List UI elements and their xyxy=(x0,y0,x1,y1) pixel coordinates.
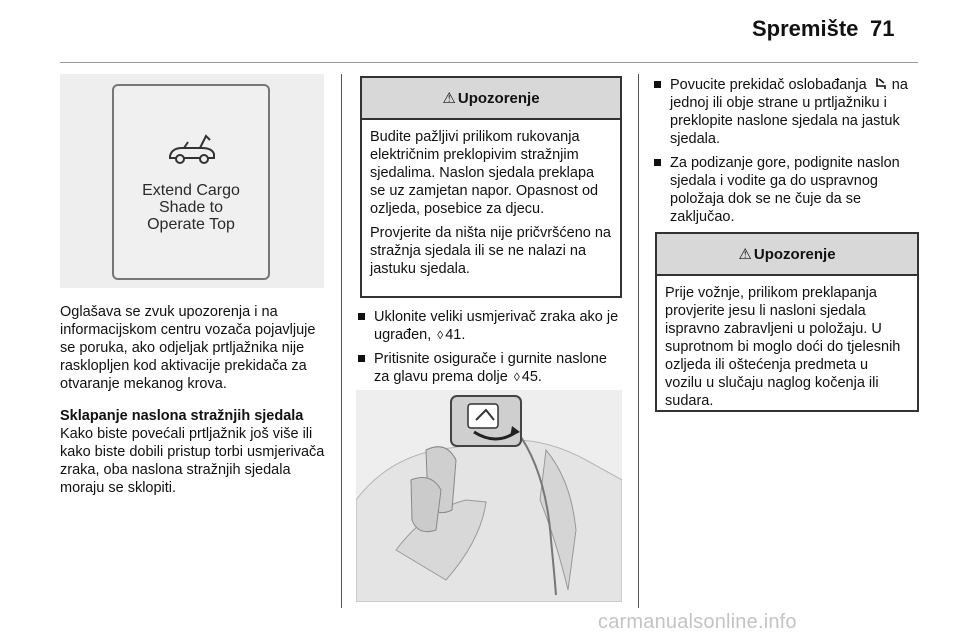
list-item: Za podizanje gore, podignite naslon sjedala i vodite ga do uspravnog položaja dok se ne čuje da se zaključao. xyxy=(652,154,924,226)
page-reference: 41. xyxy=(445,327,466,343)
warning-box xyxy=(655,232,919,412)
header-rule xyxy=(60,62,918,63)
trunk-photo xyxy=(356,390,622,602)
convertible-car-icon xyxy=(166,132,218,168)
warning-box xyxy=(360,76,622,298)
page-number: 71 xyxy=(870,16,895,41)
warning-header xyxy=(657,234,917,276)
page-reference: 45. xyxy=(521,369,542,385)
watermark: carmanualsonline.info xyxy=(598,611,797,633)
warning-body: Prije vožnje, prilikom preklapanja provjerite jesu li nasloni sjedala ispravno zabravljeni u položaju. U suprotnom bi moglo doći do tjelesnih ozljeda ili oštećenja predmeta u vozilu u slučaju naglog kočenja ili sudara. xyxy=(665,285,901,409)
right-bullet-list xyxy=(652,76,924,232)
list-item: Uklonite veliki usmjerivač zraka ako je ugrađen, ◊ 41. xyxy=(356,308,626,344)
middle-bullet-list xyxy=(356,308,626,392)
warning-body: Budite pažljivi prilikom rukovanja električnim preklopivim stražnjim sjedalima. Naslon sjedala preklapa se uz zamjetan napor. Opasnost od ozljeda, posebice za djecu. Provjerite da ništa nije pričvršćeno na stražnja sjedala ili se ne nalazi na jastuku sjedala. xyxy=(370,129,611,277)
intro-paragraph: Oglašava se zvuk upozorenja i na informacijskom centru vozača pojavljuje se poruka, ako odjeljak prtljažnika nije rasklopljen kod aktivacije prekidača za otvaranje mekanog krova. xyxy=(60,304,316,392)
page-title: Spremište xyxy=(752,16,859,41)
section-heading: Sklapanje naslona stražnjih sjedala xyxy=(60,408,304,424)
warning-icon: ⚠ xyxy=(738,246,752,263)
warning-icon: ⚠ xyxy=(442,90,456,107)
warning-title: Upozorenje xyxy=(753,245,836,263)
body-paragraph: Kako biste povećali prtljažnik još više ili kako biste dobili pristup torbi usmjerivača zraka, oba naslona stražnjih sjedala moraju se sklopiti. xyxy=(60,426,325,496)
warning-title: Upozorenje xyxy=(457,89,540,107)
left-column-text xyxy=(60,303,330,497)
trunk-illustration xyxy=(356,390,622,602)
column-divider xyxy=(638,74,639,608)
list-item: Pritisnite osigurače i gurnite naslone za glavu prema dolje ◊ 45. xyxy=(356,350,626,386)
reference-icon: ◊ xyxy=(513,370,520,384)
display-message: Extend Cargo Shade to Operate Top xyxy=(142,182,240,233)
info-display xyxy=(112,84,270,280)
reference-icon: ◊ xyxy=(437,328,444,342)
warning-header xyxy=(362,78,620,120)
column-divider xyxy=(341,74,342,608)
seat-release-switch-icon xyxy=(874,77,888,91)
list-item: Povucite prekidač oslobađanja na jednoj ili obje strane u prtljažniku i preklopite naslone sjedala na jastuk sjedala. xyxy=(652,76,924,148)
